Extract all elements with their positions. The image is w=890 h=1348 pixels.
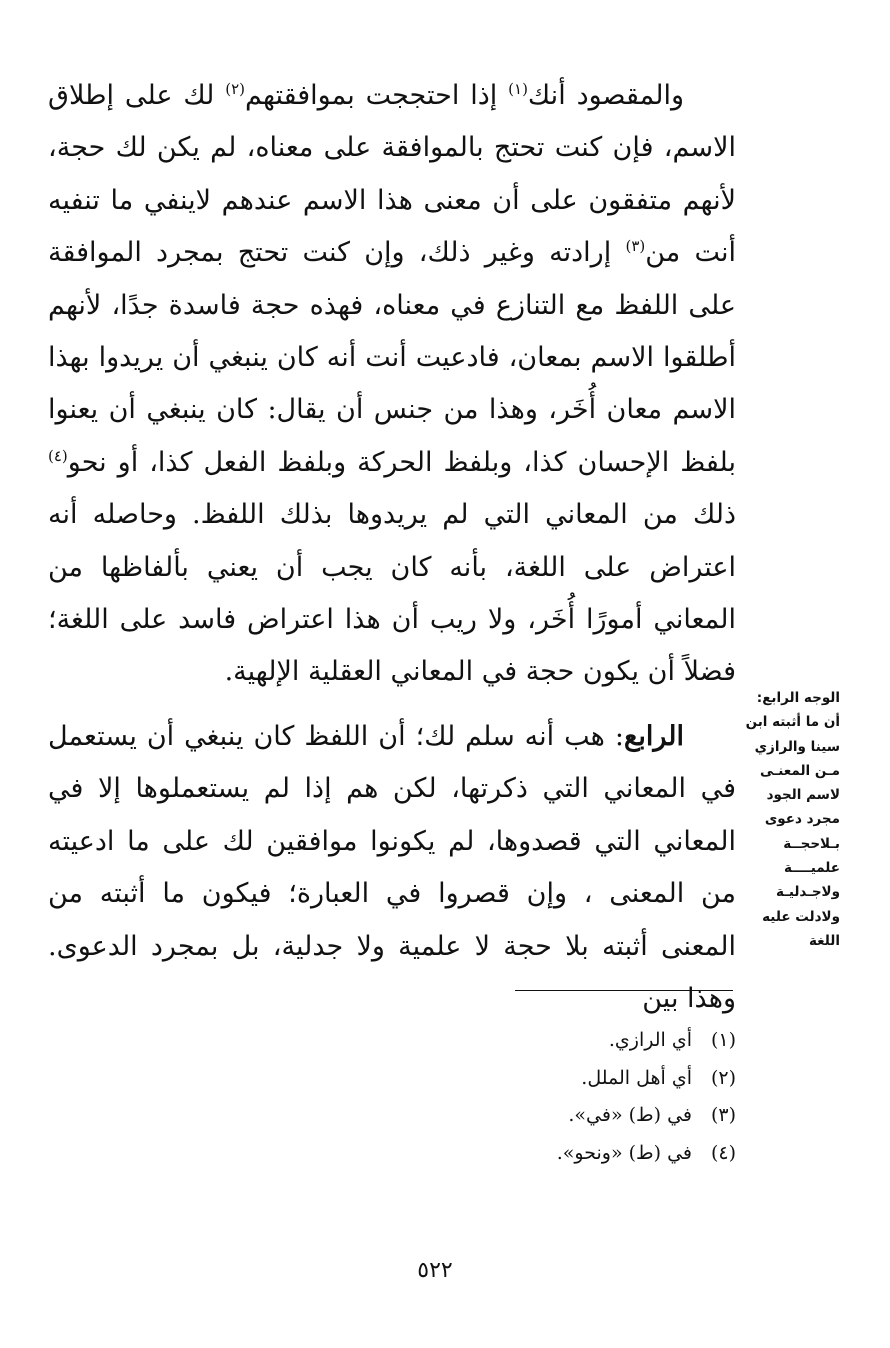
page-number: ٥٢٢ — [417, 1258, 453, 1283]
margin-note-line: علميــــة — [784, 860, 840, 877]
footnote-number: (١) — [710, 1029, 736, 1051]
footnote-item — [300, 1022, 736, 1060]
margin-note-line: الوجه الرابع: — [756, 690, 840, 706]
paragraph-1-segment-2: إذا احتججت بموافقتهم — [245, 80, 509, 111]
footnote-text: أي أهل الملل. — [581, 1066, 692, 1089]
footnote-ref-2: (٢) — [225, 80, 246, 98]
footnote-text: أي الرازي. — [608, 1029, 692, 1051]
margin-note-line: أن ما أثبته ابن — [745, 714, 840, 731]
margin-note-line: اللغة — [808, 932, 840, 949]
footnote-item — [300, 1060, 736, 1098]
footnote-text: في (ط) «في». — [568, 1104, 692, 1126]
footnote-ref-4: (٤) — [48, 446, 68, 465]
footnote-item — [300, 1097, 736, 1135]
footnote-text: في (ط) «ونحو». — [556, 1141, 692, 1164]
paragraph-1-segment-3: لك على إطلاق الاسم، فإن كنت تحتج بالموافقة على معناه، لم يكن لك حجة، لأنهم متفقون على أن معنى هذا الاسم عندهم لاينفي ما تنفيه أنت من — [48, 80, 736, 269]
paragraph-1-segment-5: ذلك من المعاني التي لم يريدوها بذلك اللفظ. وحاصله أنه اعتراض على اللغة، بأنه كان يجب أن يعني بألفاظها من المعاني أمورًا أُخَر، ولا ريب أن هذا اعتراض فاسد على اللغة؛ فضلاً أن يكون حجة في المعاني العقلية الإلهية. — [48, 499, 737, 688]
paragraph-1-segment-1: والمقصود أنك — [527, 80, 684, 111]
footnote-number: (٢) — [710, 1066, 736, 1089]
section-lead-word: الرابع — [623, 720, 684, 752]
footnote-number: (٣) — [710, 1104, 736, 1126]
margin-note — [745, 686, 840, 953]
footnote-item — [300, 1135, 736, 1173]
footnote-ref-1: (١) — [508, 80, 528, 98]
margin-note-line: سينا والرازي — [754, 738, 840, 755]
margin-note-line: ولادلت عليه — [762, 908, 840, 925]
paragraph-2-text: : هب أنه سلم لك؛ أن اللفظ كان ينبغي أن يستعمل في المعاني التي ذكرتها، لكن هم إذا لم يستعملوها إلا في المعاني التي قصدوها، لم يكونوا موافقين لك على ما ادعيته من المعنى ، وإن قصروا في العبارة؛ فيكون ما أثبته من المعنى أثبته بلا حجة لا علمية ولا جدلية، بل بمجرد الدعوى. وهذا بين — [48, 720, 737, 1014]
footnote-divider — [515, 990, 733, 991]
margin-note-line: لاسم الجود — [766, 787, 840, 804]
margin-note-line: مـن المعنـى — [760, 762, 840, 779]
footnotes — [300, 1022, 736, 1172]
footnote-ref-3: (٣) — [625, 237, 646, 256]
margin-note-line: بـلاحجــة — [783, 835, 840, 852]
main-text — [48, 70, 736, 1025]
footnote-number: (٤) — [710, 1141, 736, 1164]
paragraph-1-segment-4: إرادته وغير ذلك، وإن كنت تحتج بمجرد الموافقة على اللفظ مع التنازع في معناه، فهذه حجة فاسدة جدًا، لأنهم أطلقوا الاسم بمعان، فادعيت أنت أنه كان ينبغي أن يريدوا بهذا الاسم معان أُخَر، وهذا من جنس أن يقال: كان ينبغي أن يعنوا بلفظ الإحسان كذا، وبلفظ الحركة وبلفظ الفعل كذا، أو نحو — [48, 237, 736, 478]
paragraph-1 — [48, 70, 736, 699]
margin-note-line: ولاجـدليـة — [776, 884, 840, 901]
margin-note-line: مجرد دعوى — [764, 811, 840, 828]
paragraph-2 — [48, 711, 736, 1025]
